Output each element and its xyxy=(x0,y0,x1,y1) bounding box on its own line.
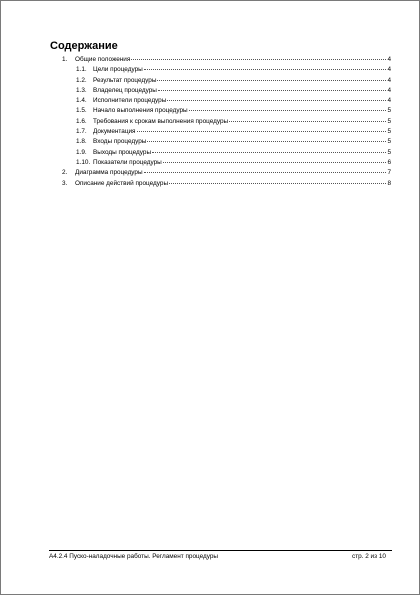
toc-entry-page: 5 xyxy=(387,138,391,146)
toc-entry-title: Цели процедуры xyxy=(93,66,143,74)
toc-leader-dots xyxy=(167,100,386,101)
toc-leader-dots xyxy=(131,59,386,60)
toc-entry-title: Описание действий процедуры xyxy=(75,179,169,187)
toc-entry-page: 4 xyxy=(387,97,391,105)
toc-entry-title: Владелец процедуры xyxy=(93,86,157,94)
toc-entry[interactable] xyxy=(62,96,391,106)
toc-entry-title: Требования к срокам выполнения процедуры xyxy=(93,117,229,125)
toc-entry-number: 2. xyxy=(62,169,68,177)
toc-entry-title: Исполнители процедуры xyxy=(93,97,167,105)
toc-leader-dots xyxy=(152,152,386,153)
toc-entry[interactable] xyxy=(62,158,391,168)
footer-document-title: A4.2.4 Пуско-наладочные работы. Регламент процедуры xyxy=(49,553,219,560)
toc-entry[interactable] xyxy=(62,137,391,147)
toc-leader-dots xyxy=(163,162,386,163)
toc-entry-page: 5 xyxy=(387,107,391,115)
toc-entry-number: 3. xyxy=(62,179,68,187)
toc-entry-title: Начало выполнения процедуры xyxy=(93,107,188,115)
toc-leader-dots xyxy=(229,121,386,122)
toc-leader-dots xyxy=(189,110,386,111)
toc-entry[interactable] xyxy=(62,127,391,137)
toc-entry-title: Входы процедуры xyxy=(93,138,147,146)
toc-leader-dots xyxy=(158,90,386,91)
toc-entry[interactable] xyxy=(62,86,391,96)
toc-entry-page: 8 xyxy=(387,179,391,187)
toc-entry-title: Диаграмма процедуры xyxy=(75,169,143,177)
toc-entry-page: 4 xyxy=(387,66,391,74)
toc-entry-number: 1.7. xyxy=(76,128,87,136)
toc-leader-dots xyxy=(157,80,386,81)
toc-entry-page: 5 xyxy=(387,117,391,125)
footer-page-number: стр. 2 из 10 xyxy=(352,553,386,560)
toc-entry-title: Общие положения xyxy=(75,56,131,63)
toc-leader-dots xyxy=(144,172,386,173)
toc-entry-number: 1.6. xyxy=(76,117,87,125)
toc-entry-page: 4 xyxy=(387,76,391,84)
toc-entry[interactable] xyxy=(62,76,391,86)
toc-entry-number: 1.2. xyxy=(76,76,87,84)
toc-entry-number: 1.4. xyxy=(76,97,87,105)
table-of-contents xyxy=(62,55,391,189)
toc-entry-number: 1.5. xyxy=(76,107,87,115)
toc-entry[interactable] xyxy=(62,179,391,189)
toc-entry-number: 1.9. xyxy=(76,148,87,156)
toc-entry-number: 1.8. xyxy=(76,138,87,146)
toc-entry-page: 4 xyxy=(387,56,391,63)
toc-entry-title: Документация xyxy=(93,128,136,136)
footer-divider xyxy=(49,550,392,551)
toc-entry-page: 7 xyxy=(387,169,391,177)
toc-entry-page: 6 xyxy=(387,158,391,166)
toc-entry[interactable] xyxy=(62,55,391,65)
toc-entry-title: Показатели процедуры xyxy=(93,158,162,166)
toc-entry-title: Результат процедуры xyxy=(93,76,157,84)
toc-entry[interactable] xyxy=(62,168,391,178)
toc-heading: Содержание xyxy=(50,40,118,52)
toc-entry[interactable] xyxy=(62,65,391,75)
toc-leader-dots xyxy=(147,141,386,142)
toc-entry[interactable] xyxy=(62,148,391,158)
toc-entry-number: 1.10. xyxy=(76,158,91,166)
toc-entry-number: 1.1. xyxy=(76,66,87,74)
toc-entry-page: 5 xyxy=(387,148,391,156)
toc-entry-number: 1. xyxy=(62,56,68,63)
toc-entry-title: Выходы процедуры xyxy=(93,148,152,156)
toc-leader-dots xyxy=(169,183,386,184)
toc-entry-page: 4 xyxy=(387,86,391,94)
toc-leader-dots xyxy=(144,69,386,70)
toc-entry[interactable] xyxy=(62,106,391,116)
toc-entry-page: 5 xyxy=(387,128,391,136)
toc-entry[interactable] xyxy=(62,117,391,127)
toc-leader-dots xyxy=(137,131,386,132)
toc-entry-number: 1.3. xyxy=(76,86,87,94)
